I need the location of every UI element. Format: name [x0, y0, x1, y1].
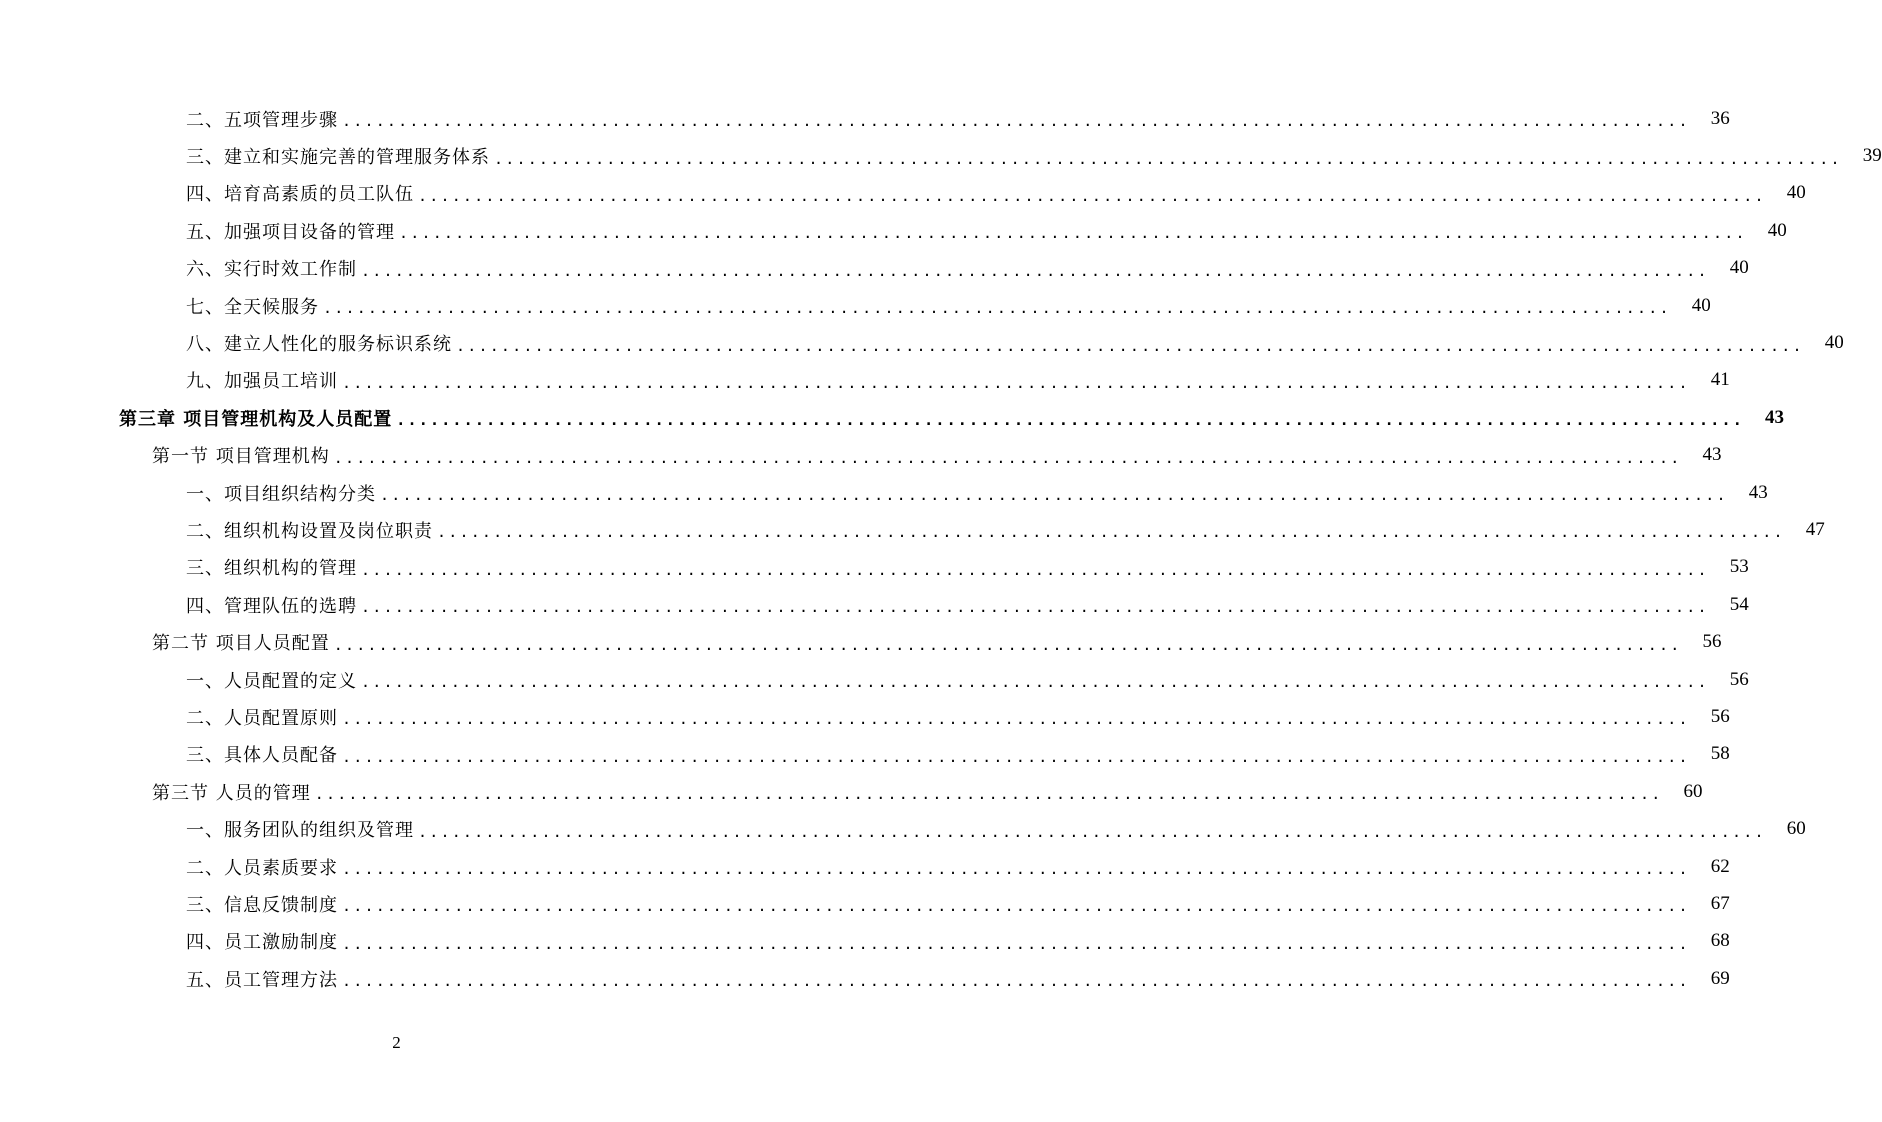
toc-entry[interactable]	[0, 137, 1882, 174]
toc-entry-page: 58	[1710, 743, 1730, 765]
toc-entry-label: 三、组织机构的管理	[186, 558, 357, 580]
toc-entry-page: 40	[1786, 182, 1806, 204]
toc-dot-leader: ........................................................................................................................	[361, 673, 1709, 692]
toc-dot-leader: ........................................................................................................................	[342, 747, 1690, 766]
toc-entry-label: 三、建立和实施完善的管理服务体系	[186, 147, 490, 169]
toc-dot-leader: ........................................................................................................................	[418, 186, 1766, 205]
toc-dot-leader: ........................................................................................................................	[494, 149, 1842, 168]
toc-entry[interactable]	[0, 324, 1844, 361]
toc-entry-label: 四、培育高素质的员工队伍	[186, 184, 414, 206]
toc-section-entry[interactable]	[0, 623, 1722, 660]
toc-dot-leader: ........................................................................................................................	[361, 598, 1709, 617]
toc-entry-page: 56	[1710, 705, 1730, 727]
toc-dot-leader: ........................................................................................................................	[342, 710, 1690, 729]
toc-section-entry[interactable]	[0, 773, 1703, 810]
toc-entry[interactable]	[0, 511, 1825, 548]
toc-entry-label: 第二节 项目人员配置	[152, 633, 330, 655]
toc-entry[interactable]	[0, 885, 1730, 922]
toc-entry-label: 三、具体人员配备	[186, 745, 338, 767]
toc-entry[interactable]	[0, 960, 1730, 997]
toc-entry[interactable]	[0, 175, 1806, 212]
toc-entry-label: 六、实行时效工作制	[186, 259, 357, 281]
toc-entry-page: 43	[1702, 444, 1722, 466]
toc-entry-page: 39	[1862, 145, 1882, 167]
toc-entry[interactable]	[0, 549, 1749, 586]
toc-entry[interactable]	[0, 362, 1730, 399]
toc-dot-leader: ........................................................................................................................	[342, 897, 1690, 916]
toc-entry-page: 56	[1702, 631, 1722, 653]
toc-entry-page: 60	[1786, 818, 1806, 840]
toc-section-entry[interactable]	[0, 437, 1722, 474]
toc-dot-leader: ........................................................................................................................	[361, 261, 1709, 280]
toc-entry[interactable]	[0, 100, 1730, 137]
toc-dot-leader: ........................................................................................................................	[314, 785, 1663, 804]
toc-entry[interactable]	[0, 212, 1787, 249]
toc-entry[interactable]	[0, 287, 1711, 324]
toc-entry[interactable]	[0, 698, 1730, 735]
toc-dot-leader: ........................................................................................................................	[437, 523, 1785, 542]
toc-dot-leader: ........................................................................................................................	[342, 934, 1690, 953]
toc-dot-leader: ........................................................................................................................	[342, 373, 1690, 392]
toc-dot-leader: ........................................................................................................................	[456, 336, 1804, 355]
toc-entry-page: 41	[1710, 369, 1730, 391]
toc-entry-label: 第一节 项目管理机构	[152, 446, 330, 468]
toc-entry-label: 四、管理队伍的选聘	[186, 595, 357, 617]
toc-dot-leader: ........................................................................................................................	[418, 822, 1766, 841]
toc-dot-leader: ........................................................................................................................	[333, 448, 1682, 467]
toc-entry-page: 43	[1764, 406, 1784, 428]
toc-entry-label: 五、员工管理方法	[186, 969, 338, 991]
toc-dot-leader: ........................................................................................................................	[323, 299, 1671, 318]
toc-entry-label: 三、信息反馈制度	[186, 894, 338, 916]
toc-entry[interactable]	[0, 586, 1749, 623]
toc-entry-page: 54	[1729, 593, 1749, 615]
toc-entry-page: 36	[1710, 107, 1730, 129]
toc-entry[interactable]	[0, 848, 1730, 885]
toc-entry-page: 53	[1729, 556, 1749, 578]
toc-entry-label: 四、员工激励制度	[186, 932, 338, 954]
toc-entry-label: 一、服务团队的组织及管理	[186, 820, 414, 842]
toc-entry-label: 七、全天候服务	[186, 296, 319, 318]
toc-chapter-entry[interactable]	[0, 399, 1784, 436]
toc-entry-page: 40	[1691, 294, 1711, 316]
toc-entry[interactable]	[0, 810, 1806, 847]
toc-entry-label: 二、人员配置原则	[186, 707, 338, 729]
toc-entry[interactable]	[0, 250, 1749, 287]
toc-dot-leader: ........................................................................................................................	[399, 224, 1747, 243]
toc-entry[interactable]	[0, 474, 1768, 511]
toc-entry-label: 二、人员素质要求	[186, 857, 338, 879]
toc-dot-leader: ........................................................................................................................	[333, 635, 1682, 654]
toc-entry-label: 一、人员配置的定义	[186, 670, 357, 692]
toc-entry-page: 47	[1805, 518, 1825, 540]
toc-dot-leader: ........................................................................................................................	[342, 112, 1690, 131]
toc-entry-label: 第三章 项目管理机构及人员配置	[119, 408, 393, 430]
table-of-contents	[0, 100, 1882, 997]
toc-entry-label: 二、五项管理步骤	[186, 109, 338, 131]
toc-dot-leader: ........................................................................................................................	[361, 560, 1709, 579]
toc-entry-page: 56	[1729, 668, 1749, 690]
toc-entry-page: 40	[1824, 332, 1844, 354]
toc-entry[interactable]	[0, 923, 1730, 960]
toc-entry-label: 五、加强项目设备的管理	[186, 221, 395, 243]
toc-entry-label: 第三节 人员的管理	[152, 782, 311, 804]
page-number: 2	[392, 1033, 401, 1052]
toc-entry-page: 40	[1767, 219, 1787, 241]
toc-entry-page: 69	[1710, 967, 1730, 989]
toc-entry-page: 43	[1748, 481, 1768, 503]
toc-entry-page: 62	[1710, 855, 1730, 877]
toc-entry-label: 八、建立人性化的服务标识系统	[186, 334, 452, 356]
toc-entry-label: 一、项目组织结构分类	[186, 483, 376, 505]
toc-dot-leader: ........................................................................................................................	[342, 972, 1690, 991]
toc-dot-leader: ........................................................................................................................	[342, 860, 1690, 878]
toc-entry[interactable]	[0, 661, 1749, 698]
toc-entry-label: 九、加强员工培训	[186, 371, 338, 393]
toc-entry-page: 67	[1710, 892, 1730, 914]
toc-entry-page: 60	[1683, 780, 1703, 802]
toc-dot-leader: ........................................................................................................................	[396, 411, 1744, 430]
toc-dot-leader: ........................................................................................................................	[380, 486, 1728, 505]
toc-entry-page: 40	[1729, 257, 1749, 279]
toc-entry[interactable]	[0, 736, 1730, 773]
toc-entry-page: 68	[1710, 930, 1730, 952]
toc-entry-label: 二、组织机构设置及岗位职责	[186, 520, 433, 542]
